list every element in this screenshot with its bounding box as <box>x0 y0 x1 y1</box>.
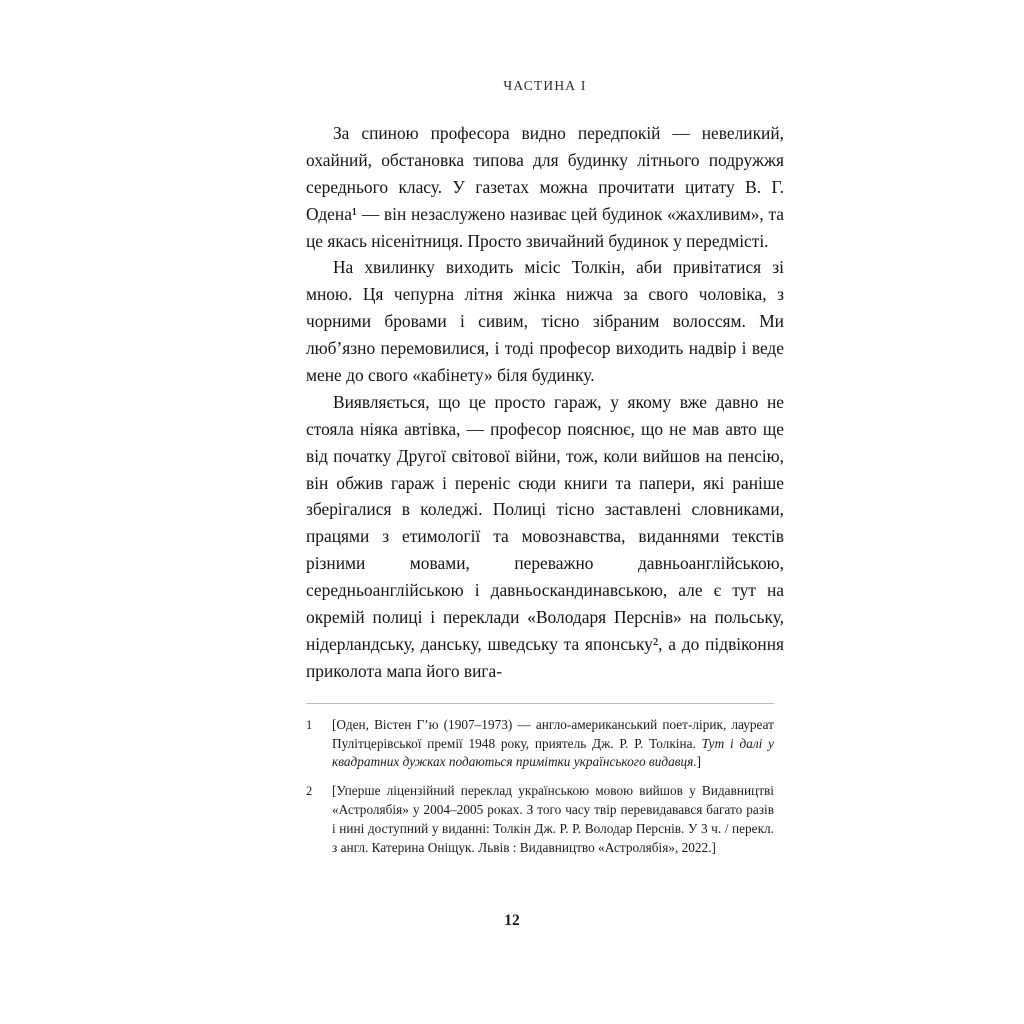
footnote-2 <box>306 782 774 858</box>
footnote-text: [Уперше ліцензійний переклад українською мовою вийшов у Видавництві «Астролябія» у 2004–2005 роках. З того часу твір перевидавався багато разів і нині доступний у виданні: Толкін Дж. Р. Р. Володар Перснів. У 3 ч. / перекл. з англ. Катерина Оніщук. Львів : Видавництво «Астролябія», 2022.] <box>332 783 774 855</box>
paragraph-3: Виявляється, що це просто гараж, у якому вже давно не стояла ніяка автівка, — професор пояснює, що не мав авто ще від початку Другої світової війни, тож, коли вийшов на пенсію, він обжив гараж і переніс сюди книги та папери, які раніше зберігалися в коледжі. Полиці тісно заставлені словниками, працями з етимології та мовознавства, виданнями текстів різними мовами, переважно давньоанглійською, середньоанглійською і давньоскандинавською, але є тут на окремій полиці і переклади «Володаря Перснів» на польську, нідерландську, данську, шведську та японську², а до підвіконня приколота мапа його вига- <box>306 391 784 681</box>
footnote-marker: 1 <box>306 717 313 732</box>
page-content <box>306 78 784 868</box>
running-head: ЧАСТИНА I <box>503 78 587 93</box>
footnote-body <box>332 716 774 773</box>
footnote-body <box>332 782 774 858</box>
body-text <box>306 120 784 685</box>
footnotes-section <box>306 703 774 858</box>
footnote-text: [Оден, Вістен Г’ю (1907–1973) — англо-американський поет-лірик, лауреат Пулітцерівської премії 1948 року, приятель Дж. Р. Р. Толкіна. <box>332 716 774 751</box>
page-number: 12 <box>504 912 520 929</box>
footnote-separator <box>306 703 774 704</box>
footnote-italic-note: Тут і далі у квадратних дужках подаються примітки українського видавця. <box>332 735 774 770</box>
footnote-tail: ] <box>696 754 702 770</box>
paragraph-1: За спиною професора видно передпокій — невеликий, охайний, обстановка типова для будинку літнього подружжя середнього класу. У газетах можна прочитати цитату В. Г. Одена¹ — він незаслужено називає цей будинок «жахливим», та це якась нісенітниця. Просто звичайний будинок у передмісті. <box>306 123 784 251</box>
footnote-marker: 2 <box>306 784 313 799</box>
footnote-1 <box>306 716 774 773</box>
paragraph-2: На хвилинку виходить місіс Толкін, аби привітатися зі мною. Ця чепурна літня жінка нижча за свого чоловіка, з чорними бровами і сивим, тісно зібраним волоссям. Ми люб’язно перемовилися, і тоді професор виходить надвір і веде мене до свого «кабінету» біля будинку. <box>306 257 784 386</box>
